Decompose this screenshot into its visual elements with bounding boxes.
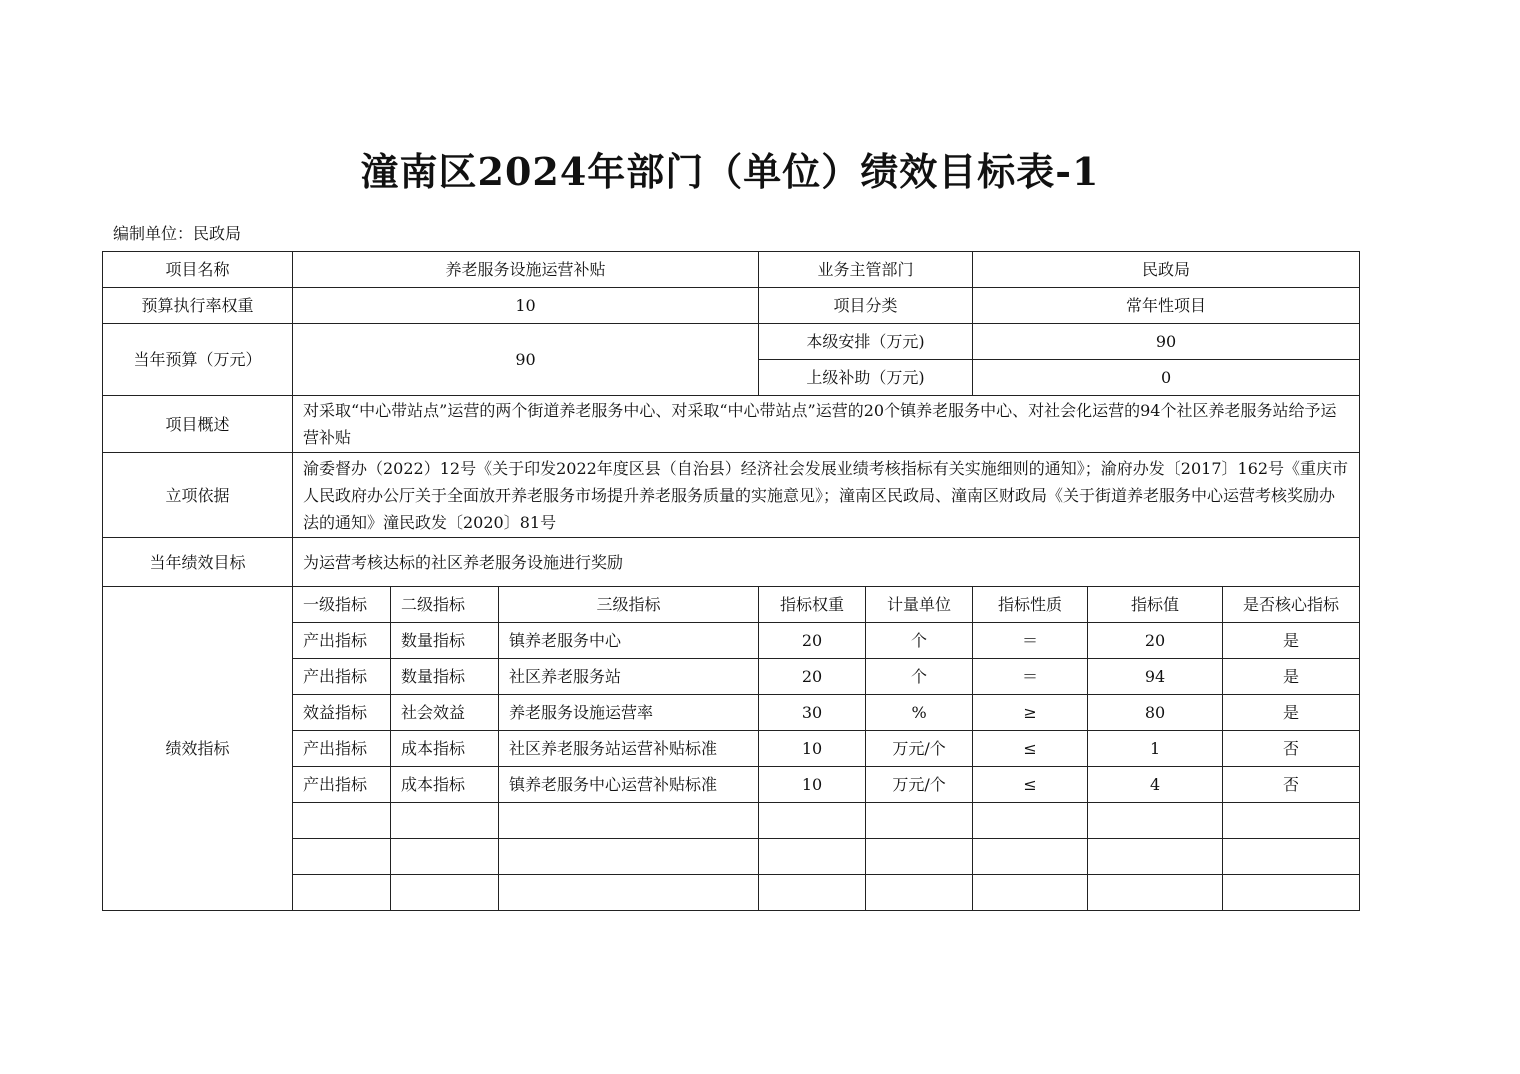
core-cell: 是 (1223, 659, 1360, 695)
empty-cell (759, 839, 866, 875)
overview-value: 对采取“中心带站点”运营的两个街道养老服务中心、对采取“中心带站点”运营的20个镇养老服务中心、对社会化运营的94个社区养老服务站给予运营补贴 (293, 396, 1360, 453)
header-value: 指标值 (1088, 587, 1223, 623)
goal-label: 当年绩效目标 (103, 538, 293, 587)
empty-cell (1223, 803, 1360, 839)
empty-cell (1223, 839, 1360, 875)
empty-cell (973, 803, 1088, 839)
indicators-section-label: 绩效指标 (103, 587, 293, 911)
core-cell: 否 (1223, 767, 1360, 803)
empty-cell (973, 875, 1088, 911)
local-arrangement-value: 90 (973, 324, 1360, 360)
overview-label: 项目概述 (103, 396, 293, 453)
performance-target-table (102, 251, 1360, 911)
project-name-label: 项目名称 (103, 252, 293, 288)
level2-cell: 成本指标 (391, 731, 499, 767)
annual-budget-value: 90 (293, 324, 759, 396)
level3-cell: 镇养老服务中心运营补贴标准 (499, 767, 759, 803)
level1-cell: 产出指标 (293, 767, 391, 803)
value-cell: 4 (1088, 767, 1223, 803)
empty-cell (866, 803, 973, 839)
weight-cell: 30 (759, 695, 866, 731)
empty-cell (499, 839, 759, 875)
value-cell: 94 (1088, 659, 1223, 695)
empty-cell (1088, 839, 1223, 875)
level1-cell: 效益指标 (293, 695, 391, 731)
empty-cell (499, 875, 759, 911)
core-cell: 是 (1223, 695, 1360, 731)
value-cell: 20 (1088, 623, 1223, 659)
level2-cell: 数量指标 (391, 623, 499, 659)
empty-cell (391, 839, 499, 875)
overview-row (103, 396, 1360, 453)
empty-cell (391, 803, 499, 839)
nature-cell: ＝ (973, 623, 1088, 659)
empty-cell (759, 875, 866, 911)
level3-cell: 社区养老服务站 (499, 659, 759, 695)
empty-cell (293, 803, 391, 839)
header-weight: 指标权重 (759, 587, 866, 623)
weight-cell: 20 (759, 623, 866, 659)
nature-cell: ＝ (973, 659, 1088, 695)
goal-row (103, 538, 1360, 587)
superior-subsidy-label: 上级补助（万元) (759, 360, 973, 396)
annual-budget-label: 当年预算（万元） (103, 324, 293, 396)
goal-value: 为运营考核达标的社区养老服务设施进行奖励 (293, 538, 1360, 587)
value-cell: 80 (1088, 695, 1223, 731)
unit-cell: 个 (866, 659, 973, 695)
superior-subsidy-value: 0 (973, 360, 1360, 396)
unit-cell: 万元/个 (866, 767, 973, 803)
level1-cell: 产出指标 (293, 659, 391, 695)
empty-cell (1088, 803, 1223, 839)
value-cell: 1 (1088, 731, 1223, 767)
level3-cell: 镇养老服务中心 (499, 623, 759, 659)
budget-rate-weight-value: 10 (293, 288, 759, 324)
empty-cell (1088, 875, 1223, 911)
basis-label: 立项依据 (103, 453, 293, 538)
level3-cell: 养老服务设施运营率 (499, 695, 759, 731)
empty-cell (293, 875, 391, 911)
level1-cell: 产出指标 (293, 731, 391, 767)
compiling-unit-label: 编制单位： (113, 224, 194, 243)
indicator-header-row (103, 587, 1360, 623)
level2-cell: 社会效益 (391, 695, 499, 731)
weight-cell: 20 (759, 659, 866, 695)
core-cell: 否 (1223, 731, 1360, 767)
project-name-row (103, 252, 1360, 288)
unit-cell: % (866, 695, 973, 731)
empty-cell (499, 803, 759, 839)
header-level2: 二级指标 (391, 587, 499, 623)
page-title: 潼南区2024年部门（单位）绩效目标表-1 (360, 149, 1100, 194)
empty-cell (759, 803, 866, 839)
empty-cell (1223, 875, 1360, 911)
core-cell: 是 (1223, 623, 1360, 659)
weight-cell: 10 (759, 731, 866, 767)
header-unit: 计量单位 (866, 587, 973, 623)
unit-cell: 个 (866, 623, 973, 659)
unit-cell: 万元/个 (866, 731, 973, 767)
empty-cell (866, 875, 973, 911)
nature-cell: ≤ (973, 731, 1088, 767)
budget-weight-row (103, 288, 1360, 324)
compiling-unit (113, 222, 241, 246)
annual-budget-row (103, 324, 1360, 360)
header-level1: 一级指标 (293, 587, 391, 623)
category-value: 常年性项目 (973, 288, 1360, 324)
level2-cell: 成本指标 (391, 767, 499, 803)
basis-row (103, 453, 1360, 538)
weight-cell: 10 (759, 767, 866, 803)
level2-cell: 数量指标 (391, 659, 499, 695)
empty-cell (866, 839, 973, 875)
nature-cell: ≤ (973, 767, 1088, 803)
level3-cell: 社区养老服务站运营补贴标准 (499, 731, 759, 767)
local-arrangement-label: 本级安排（万元) (759, 324, 973, 360)
project-name-value: 养老服务设施运营补贴 (293, 252, 759, 288)
empty-cell (391, 875, 499, 911)
level1-cell: 产出指标 (293, 623, 391, 659)
header-level3: 三级指标 (499, 587, 759, 623)
empty-cell (973, 839, 1088, 875)
header-core: 是否核心指标 (1223, 587, 1360, 623)
compiling-unit-value: 民政局 (193, 224, 242, 243)
header-nature: 指标性质 (973, 587, 1088, 623)
dept-label: 业务主管部门 (759, 252, 973, 288)
budget-rate-weight-label: 预算执行率权重 (103, 288, 293, 324)
dept-value: 民政局 (973, 252, 1360, 288)
empty-cell (293, 839, 391, 875)
category-label: 项目分类 (759, 288, 973, 324)
basis-value: 渝委督办（2022）12号《关于印发2022年度区县（自治县）经济社会发展业绩考核指标有关实施细则的通知》；渝府办发〔2017〕162号《重庆市人民政府办公厅关于全面放开养老服务市场提升养老服务质量的实施意见》；潼南区民政局、潼南区财政局《关于街道养老服务中心运营考核奖励办法的通知》潼民政发〔2020〕81号 (293, 453, 1360, 538)
nature-cell: ≥ (973, 695, 1088, 731)
